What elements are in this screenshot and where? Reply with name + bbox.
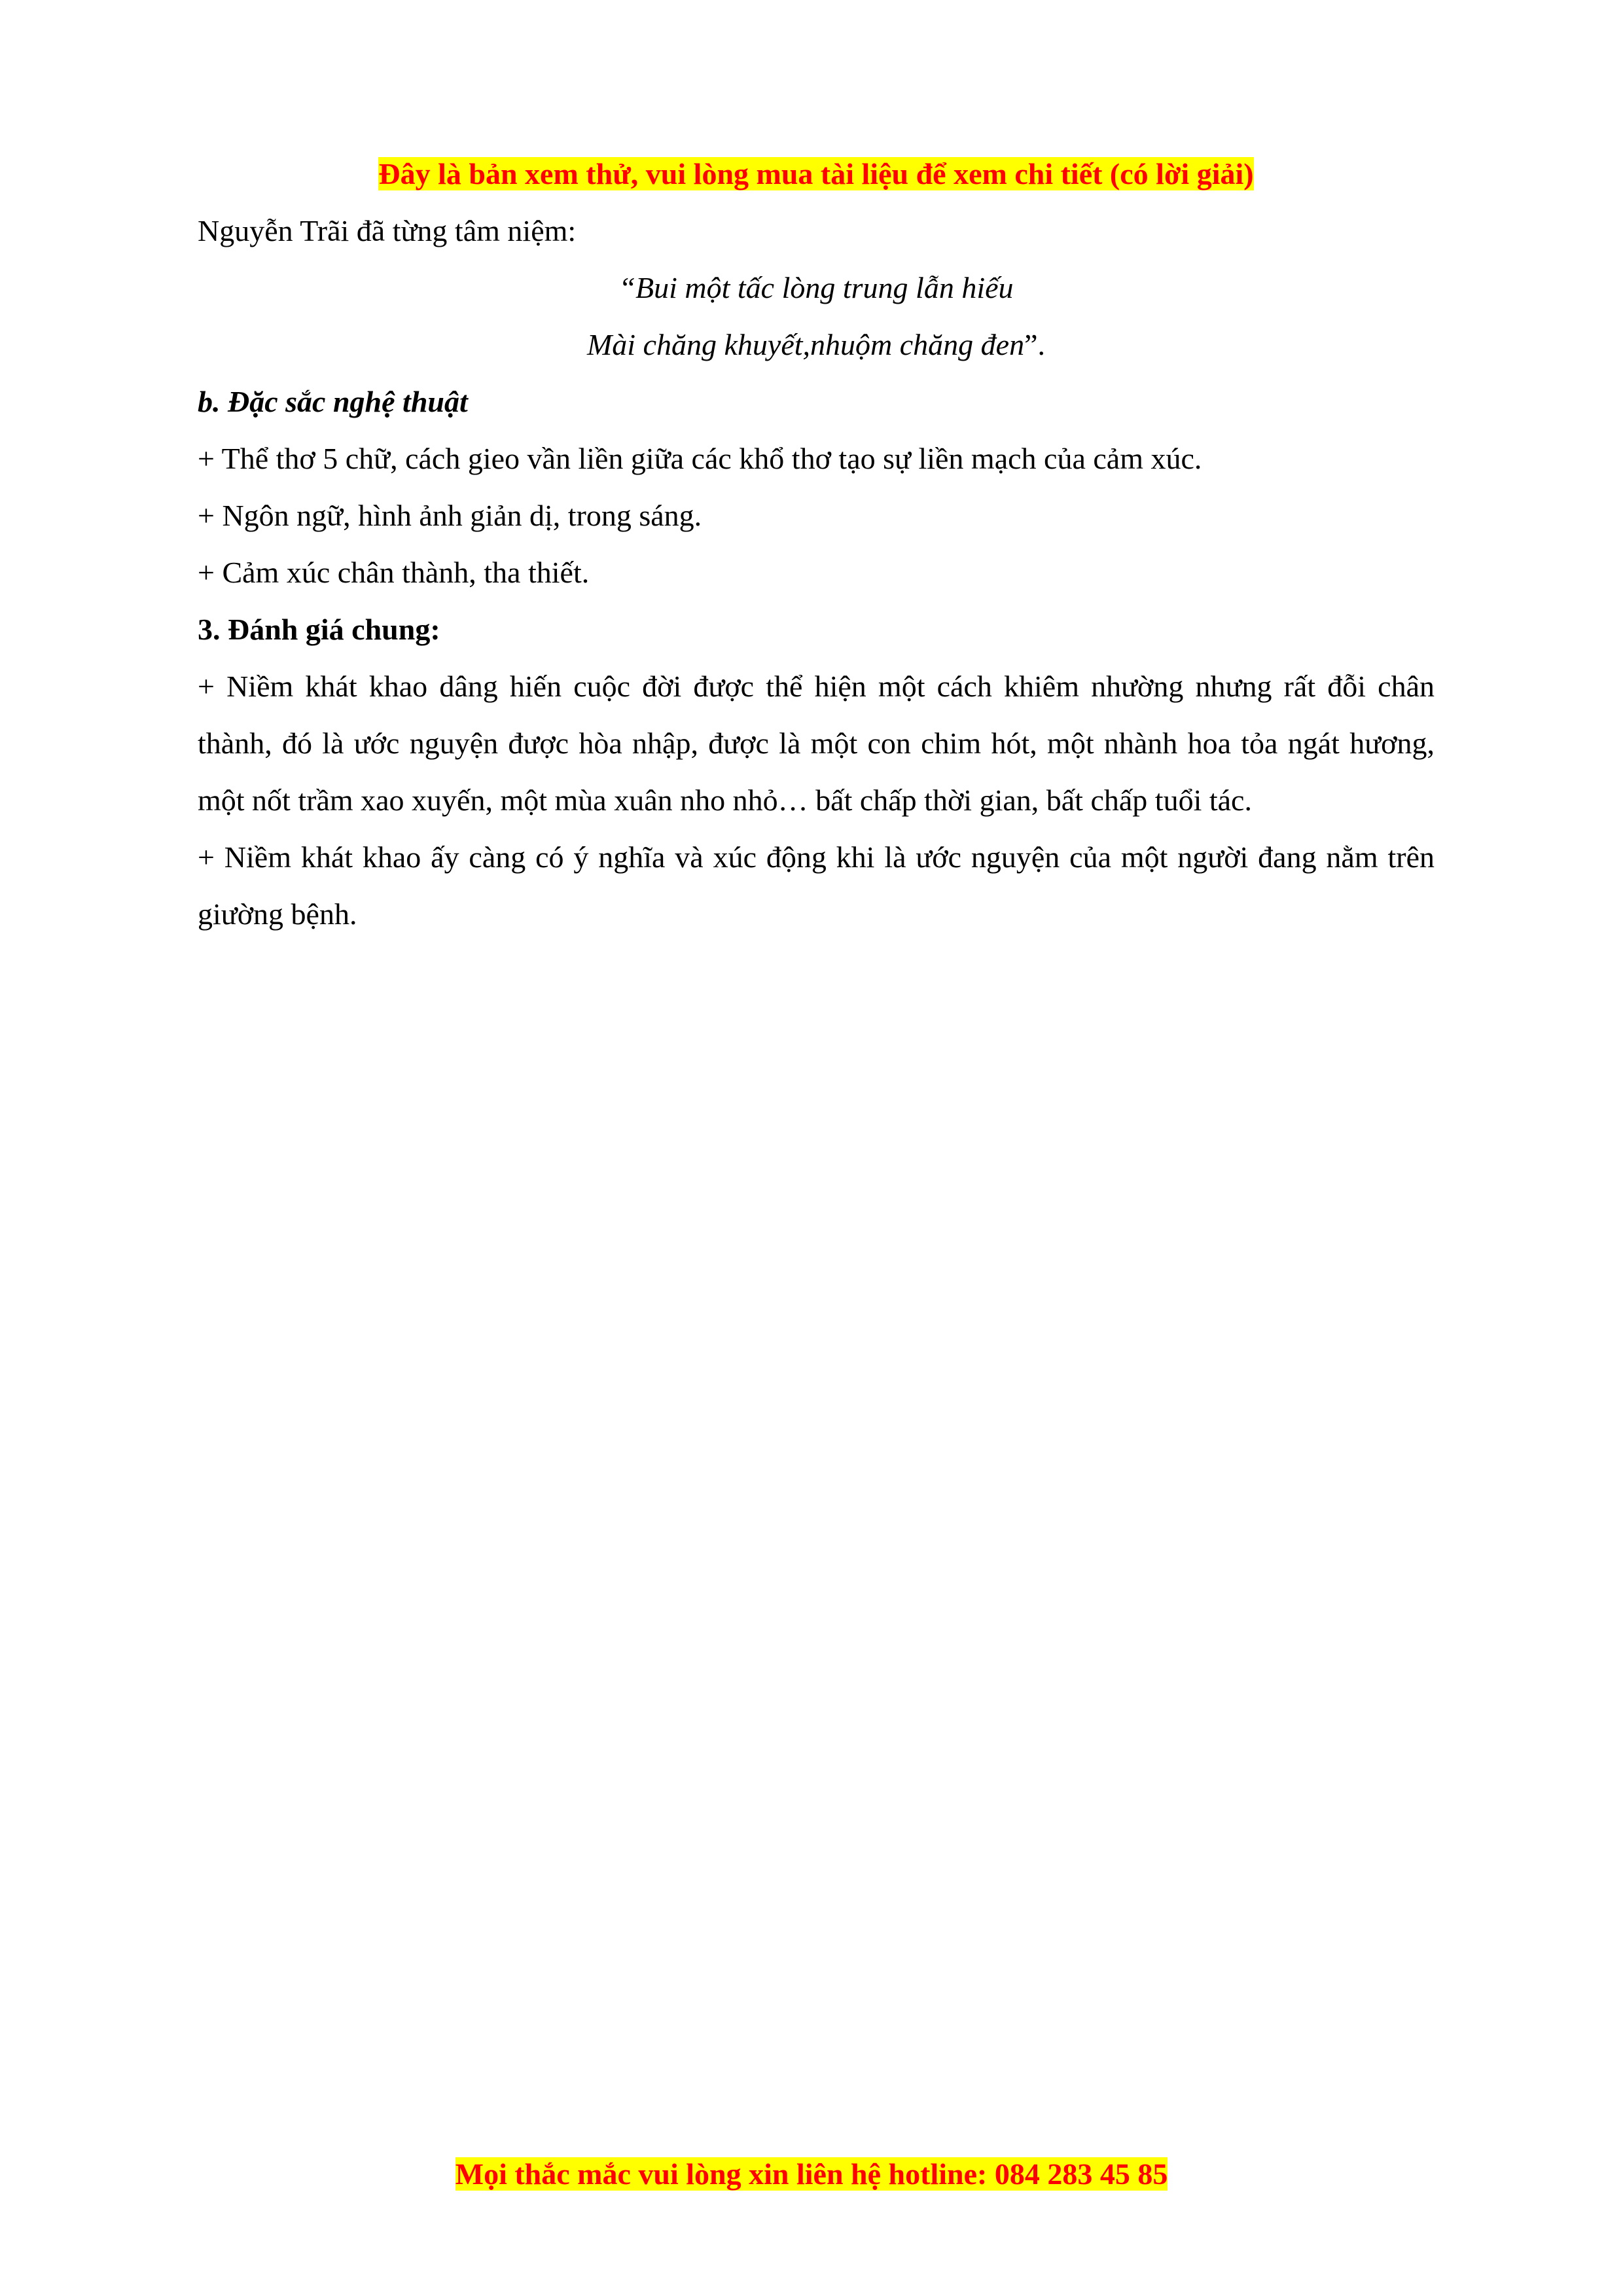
art-point-1: + Thể thơ 5 chữ, cách gieo vần liền giữa các khổ thơ tạo sự liền mạch của cảm xúc. (198, 442, 1202, 475)
art-point-3: + Cảm xúc chân thành, tha thiết. (198, 556, 590, 589)
quote-line-2-text: Mài chăng khuyết,nhuộm chăng đen (586, 328, 1025, 361)
preview-notice: Đây là bản xem thử, vui lòng mua tài liệu để xem chi tiết (có lời giải) (378, 157, 1254, 190)
art-point-2: + Ngôn ngữ, hình ảnh giản dị, trong sáng. (198, 499, 702, 532)
quote-line-1: “Bui một tấc lòng trung lẫn hiếu (618, 271, 1014, 304)
intro-line: Nguyễn Trãi đã từng tâm niệm: (198, 214, 577, 247)
document-page (198, 145, 1435, 942)
summary-paragraph-2: + Niềm khát khao ấy càng có ý nghĩa và xúc động khi là ước nguyện của một người đang nằm trên giường bệnh. (198, 840, 1435, 931)
section-b-heading: b. Đặc sắc nghệ thuật (198, 385, 468, 418)
preview-notice-line (198, 145, 1435, 202)
section-3-heading: 3. Đánh giá chung: (198, 613, 440, 646)
hotline-footer: Mọi thắc mắc vui lòng xin liên hệ hotline: 084 283 45 85 (455, 2157, 1168, 2191)
summary-paragraph-1: + Niềm khát khao dâng hiến cuộc đời được thể hiện một cách khiêm nhường nhưng rất đỗi chân thành, đó là ước nguyện được hòa nhập, được là một con chim hót, một nhành hoa tỏa ngát hương, một nốt trầm xao xuyến, một mùa xuân nho nhỏ… bất chấp thời gian, bất chấp tuổi tác. (198, 670, 1435, 817)
footer-line (0, 2145, 1623, 2202)
quote-line-2 (198, 316, 1435, 373)
quote-line-2-tail: ”. (1024, 328, 1046, 361)
